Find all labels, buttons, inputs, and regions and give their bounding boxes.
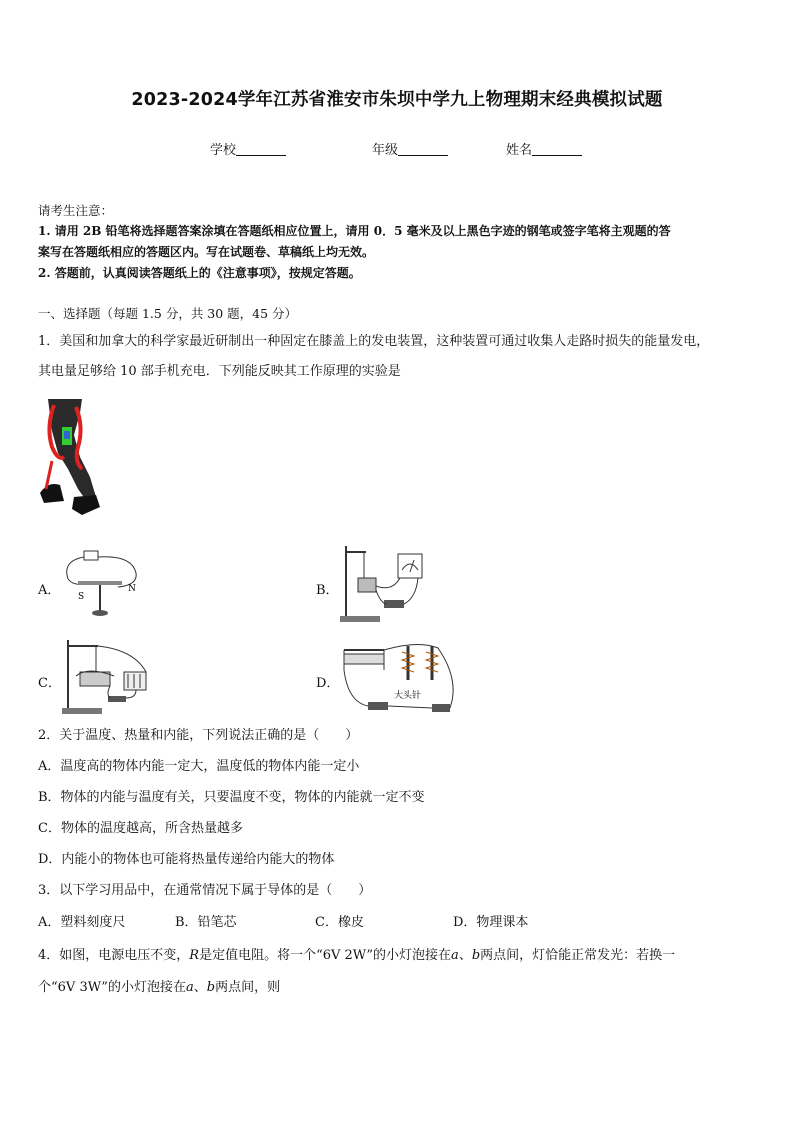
q4-text-5: 两点间，则 (215, 980, 281, 995)
q3-option-d: D．物理课本 (453, 915, 529, 930)
q2-option-c: C．物体的温度越高，所含热量越多 (38, 821, 243, 836)
q4-stem-line2 (38, 979, 280, 997)
q3-option-c: C．橡皮 (315, 915, 364, 930)
section-heading: 一、选择题（每题 1.5 分，共 30 题，45 分） (38, 306, 298, 321)
q1-option-a-label: A． (38, 583, 61, 598)
pin-label: 大头针 (394, 691, 422, 701)
q4-text-3: 两点间，灯恰能正常发光：若换一 (480, 948, 676, 963)
name-label: 姓名 (506, 143, 533, 158)
q4-point-b-2: b (206, 980, 216, 995)
q4-separator-2: 、 (193, 980, 207, 995)
q4-separator: 、 (458, 948, 472, 963)
grade-field (372, 139, 448, 158)
q4-resistor-symbol: R (189, 948, 200, 963)
q2-stem: 2．关于温度、热量和内能，下列说法正确的是（ ） (38, 728, 359, 743)
q1-option-d-figure (338, 640, 460, 718)
name-field (506, 139, 582, 158)
notice-heading: 请考生注意： (38, 203, 114, 218)
grade-blank (398, 143, 448, 156)
q1-option-a-figure (58, 545, 142, 621)
pole-s-label: S (78, 592, 85, 602)
q2-option-d: D．内能小的物体也可能将热量传递给内能大的物体 (38, 852, 335, 867)
q3-option-b: B．铅笔芯 (175, 915, 237, 930)
name-blank (532, 143, 582, 156)
q1-option-d-label: D． (316, 676, 340, 691)
grade-label: 年级 (372, 143, 399, 158)
notice-line-1-cont: 案写在答题纸相应的答题区内。写在试题卷、草稿纸上均无效。 (38, 245, 375, 259)
q4-point-a: a (451, 948, 459, 963)
q1-option-c-label: C． (38, 676, 61, 691)
q3-stem: 3．以下学习用品中，在通常情况下属于导体的是（ ） (38, 883, 372, 898)
q4-text-1: 4．如图，电源电压不变， (38, 948, 190, 963)
notice-line-2: 2. 答题前，认真阅读答题纸上的《注意事项》，按规定答题。 (38, 266, 361, 280)
q1-option-b-figure (336, 542, 428, 628)
q4-point-b: b (471, 948, 481, 963)
notice-line-1: 1. 请用 2B 铅笔将选择题答案涂填在答题纸相应位置上，请用 0．5 毫米及以上黑色字迹的钢笔或签字笔将主观题的答 (38, 224, 671, 238)
q2-option-a: A．温度高的物体内能一定大，温度低的物体内能一定小 (38, 759, 360, 774)
school-blank (236, 143, 286, 156)
q4-stem-line1 (38, 947, 675, 965)
q4-text-4: 个“6V 3W”的小灯泡接在 (38, 980, 186, 995)
q1-stem-line1: 1．美国和加拿大的科学家最近研制出一种固定在膝盖上的发电装置，这种装置可通过收集人走路时损失的能量发电， (38, 334, 710, 349)
q2-option-b: B．物体的内能与温度有关，只要温度不变，物体的内能就一定不变 (38, 790, 425, 805)
q1-option-c-figure (58, 636, 152, 718)
knee-device-figure (38, 397, 120, 524)
q4-text-2: 是定值电阻。将一个“6V 2W”的小灯泡接在 (199, 948, 452, 963)
school-field (210, 139, 286, 158)
school-label: 学校 (210, 143, 237, 158)
page-title: 2023-2024学年江苏省淮安市朱坝中学九上物理期末经典模拟试题 (131, 90, 663, 110)
q1-stem-line2: 其电量足够给 10 部手机充电．下列能反映其工作原理的实验是 (38, 364, 401, 379)
q4-point-a-2: a (185, 980, 194, 995)
q1-option-b-label: B． (316, 583, 339, 598)
q3-option-a: A．塑料刻度尺 (38, 915, 126, 930)
pole-n-label: N (128, 584, 136, 594)
